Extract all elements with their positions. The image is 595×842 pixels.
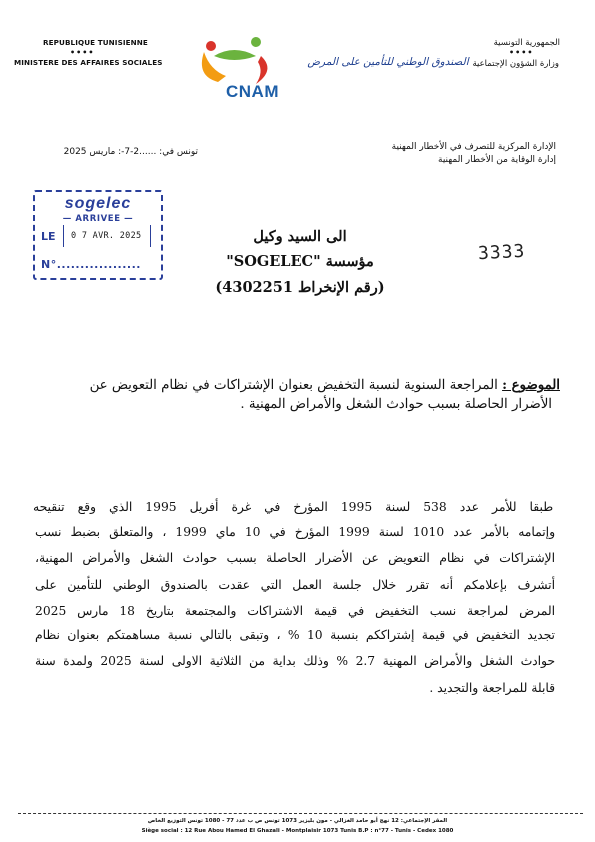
- subject-text1: المراجعة السنوية لنسبة التخفيض بعنوان الإشتراكات في نظام التعويض عن: [89, 378, 503, 393]
- arrival-stamp: [33, 190, 163, 280]
- fund-name: الصندوق الوطني للتأمين على المرض: [307, 56, 469, 68]
- republic-ar: الجمهورية التونسية: [493, 38, 560, 48]
- body-line: قابلة للمراجعة والتجديد .: [429, 681, 555, 695]
- footer-divider: [18, 813, 583, 814]
- body-line: الإشتراكات في نظام التعويض عن الأضرار الحاصلة بسبب حوادث الشغل والأمراض المهنية،: [35, 551, 555, 565]
- subject-label: الموضوع :: [502, 378, 560, 393]
- stamp-arrivee: — ARRIVEE —: [62, 214, 134, 224]
- footer-address-ar: المقر الإجتماعي: 12 نهج أبو حامد الغزالي - مون بليزير 1073 تونس ص ب عدد 77 - 1080 تونس التوزيع الخاص: [147, 818, 448, 824]
- reference-number: 3333: [477, 240, 526, 265]
- stamp-le-label: LE: [41, 230, 56, 243]
- addressee-membership: (رقم الإنخراط 4302251): [215, 279, 385, 296]
- stamp-date: 0 7 AVR. 2025: [71, 231, 142, 241]
- header-dots-ar: ••••: [509, 48, 534, 57]
- addressee-company: مؤسسة "SOGELEC": [226, 253, 374, 270]
- body-line: تجديد التخفيض في قيمة إشتراككم بنسبة 10 % ، وتبقى بالتالي نسبة مساهمتكم بعنوان نظام: [35, 628, 555, 642]
- ministry-fr: MINISTERE DES AFFAIRES SOCIALES: [14, 58, 163, 67]
- letter-date: تونس في: ......2-7-: ماريس 2025: [63, 147, 198, 157]
- subject-line1: [40, 377, 560, 396]
- body-line: أتشرف بإعلامكم أنه تقرر خلال جلسة العمل التي عقدت بالصندوق الوطني للتأمين على: [35, 578, 555, 592]
- department-line2: إدارة الوقاية من الأخطار المهنية: [438, 155, 556, 165]
- footer-address-fr: Siège social : 12 Rue Abou Hamed El Ghazali - Montplaisir 1073 Tunis B.P : n°77 - Tunis - Cedex 1080: [141, 828, 454, 834]
- subject-line2: الأضرار الحاصلة بسبب حوادث الشغل والأمراض المهنية .: [240, 397, 552, 412]
- body-line: وإتمامه بالأمر عدد 1010 لسنة 1999 المؤرخ في 10 ماي 1999 ، والمتعلق بضبط نسب: [35, 525, 556, 539]
- addressee-line1: الى السيد وكيل: [253, 228, 347, 245]
- body-line: المرض لمراجعة نسب التخفيض في قيمة الاشتراكات والمجتمعة بتاريخ 18 مارس 2025: [35, 604, 555, 618]
- header-dots-fr: ••••: [70, 48, 95, 57]
- stamp-brand: sogelec: [64, 195, 132, 212]
- stamp-number: N°..................: [41, 258, 141, 271]
- body-line: حوادث الشغل والأمراض المهنية 2.7 % وذلك بداية من الثلاثية الاولى لسنة 2025 ولمدة سنة: [35, 654, 555, 668]
- body-line: طبقا للأمر عدد 538 لسنة 1995 المؤرخ في غرة أفريل 1995 الذي وقع تنقيحه: [33, 500, 553, 514]
- department-line1: الإدارة المركزية للتصرف في الأخطار المهنية: [391, 142, 556, 152]
- ministry-ar: وزارة الشؤون الإجتماعية: [472, 59, 559, 69]
- logo-text: CNAM: [226, 82, 279, 101]
- republic-fr: REPUBLIQUE TUNISIENNE: [43, 38, 148, 47]
